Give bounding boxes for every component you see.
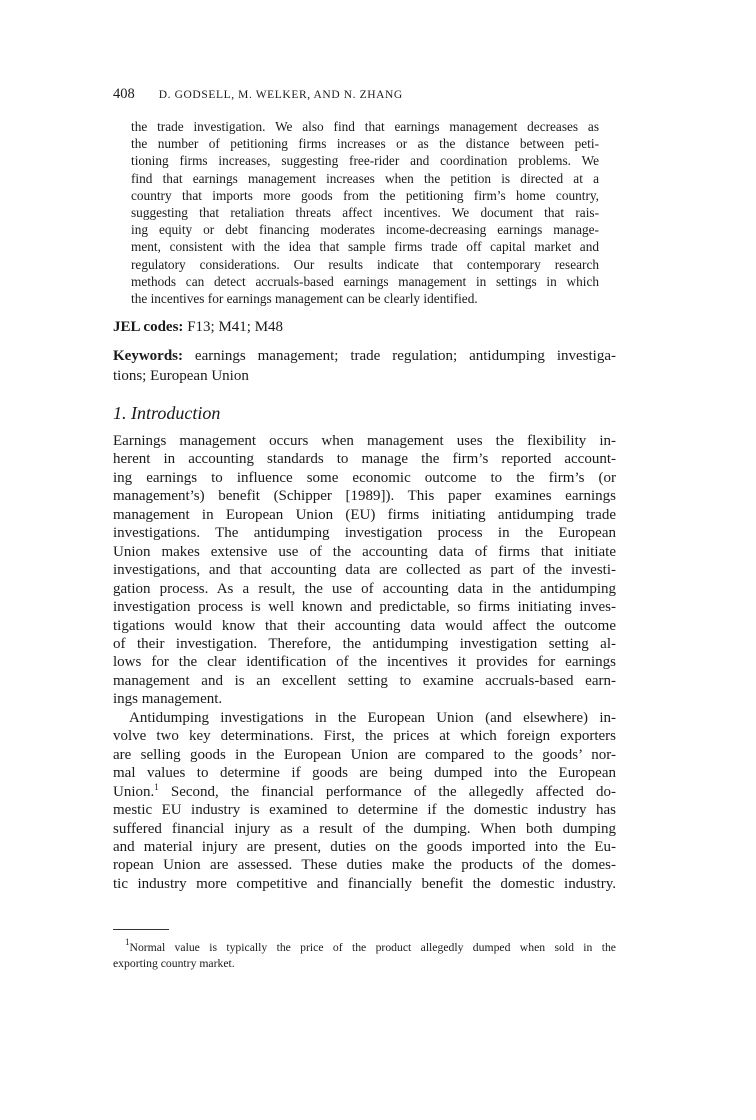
body-line: of their investigation. Therefore, the antidumping investigation setting al-: [113, 635, 616, 652]
body-text: [113, 432, 616, 893]
body-line: tic industry more competitive and financially benefit the domestic industry.: [113, 875, 616, 892]
abstract-line: regulatory considerations. Our results indicate that contemporary research: [131, 256, 599, 272]
running-head-authors: D. GODSELL, M. WELKER, AND N. ZHANG: [158, 89, 403, 101]
body-line-rest: Second, the financial performance of the allegedly affected do-: [158, 783, 616, 800]
abstract-line: the number of petitioning firms increases or as the distance between peti-: [131, 136, 599, 152]
body-line: mestic EU industry is examined to determine if the domestic industry has: [113, 802, 616, 819]
footnote-reference[interactable]: 1: [154, 781, 159, 792]
body-line: Union makes extensive use of the accounting data of firms that initiate: [113, 543, 616, 560]
body-line: management in European Union (EU) firms initiating antidumping trade: [113, 506, 616, 523]
abstract-line: tioning firms increases, suggesting free-rider and coordination problems. We: [131, 153, 599, 169]
abstract-line: country that imports more goods from the petitioning firm’s home country,: [131, 187, 599, 203]
body-line: and material injury are present, duties on the goods imported into the Eu-: [113, 838, 616, 855]
body-line: management’s) benefit (Schipper [1989]). This paper examines earnings: [113, 488, 616, 505]
body-line: ropean Union are assessed. These duties make the products of the domes-: [113, 857, 616, 874]
abstract-line: ment, consistent with the idea that sample firms trade off capital market and: [131, 239, 599, 255]
keywords-line: [113, 347, 616, 367]
footnote-separator: [113, 929, 169, 930]
abstract-line: ing equity or debt financing moderates income-decreasing earnings manage-: [131, 222, 599, 238]
footnote-text-2: exporting country market.: [113, 956, 235, 970]
abstract-continuation: [131, 118, 599, 307]
footnote: [113, 937, 616, 971]
abstract-line: find that earnings management increases when the petition is directed at a: [131, 170, 599, 186]
body-line: investigation process is well known and predictable, so firms initiating inves-: [113, 599, 616, 616]
keywords-label: Keywords:: [113, 348, 183, 364]
section-heading: 1. Introduction: [113, 403, 221, 423]
jel-value: F13; M41; M48: [187, 319, 284, 335]
jel-codes: [113, 318, 616, 338]
body-line: volve two key determinations. First, the prices at which foreign exporters: [113, 728, 616, 745]
footnote-text-1: Normal value is typically the price of the product allegedly dumped when sold in the: [129, 941, 616, 954]
footnote-line: [113, 937, 616, 956]
body-line: lows for the clear identification of the incentives it provides for earnings: [113, 654, 616, 671]
body-line: are selling goods in the European Union are compared to the goods’ nor-: [113, 746, 616, 763]
page-number: 408: [113, 86, 135, 102]
body-line: suffered financial injury as a result of the dumping. When both dumping: [113, 820, 616, 837]
body-line: mal values to determine if goods are being dumped into the European: [113, 765, 616, 782]
jel-label: JEL codes:: [113, 319, 184, 335]
body-line: ings management.: [113, 691, 223, 708]
body-line: Earnings management occurs when management uses the flexibility in-: [113, 433, 616, 449]
abstract-line: the incentives for earnings management can be clearly identified.: [131, 291, 478, 307]
body-line: tigations would know that their accounting data would affect the outcome: [113, 617, 616, 634]
body-line: investigations. The antidumping investigation process in the European: [113, 525, 616, 542]
footnote-marker: 1: [125, 937, 130, 947]
keywords-text-1: earnings management; trade regulation; antidumping investiga-: [194, 348, 616, 364]
body-line: Antidumping investigations in the European Union (and elsewhere) in-: [129, 709, 616, 726]
body-line: herent in accounting standards to manage the firm’s reported account-: [113, 451, 616, 468]
abstract-line: methods can detect accruals-based earnings management in settings in which: [131, 273, 599, 289]
keywords-text-2: tions; European Union: [113, 367, 249, 384]
keywords: [113, 347, 616, 386]
body-line-with-footnote: [113, 783, 616, 801]
body-line: management and is an excellent setting to examine accruals-based earn-: [113, 672, 616, 689]
abstract-line: the trade investigation. We also find that earnings management decreases as: [131, 119, 599, 134]
body-line: gation process. As a result, the use of accounting data in the antidumping: [113, 580, 616, 597]
body-line: investigations, and that accounting data are collected as part of the investi-: [113, 562, 616, 579]
body-line: ing earnings to influence some economic outcome to the firm’s (or: [113, 469, 616, 486]
running-header: [113, 84, 643, 104]
body-line-start: Union.: [113, 783, 155, 800]
abstract-line: suggesting that retaliation threats affect incentives. We document that rais-: [131, 205, 599, 221]
